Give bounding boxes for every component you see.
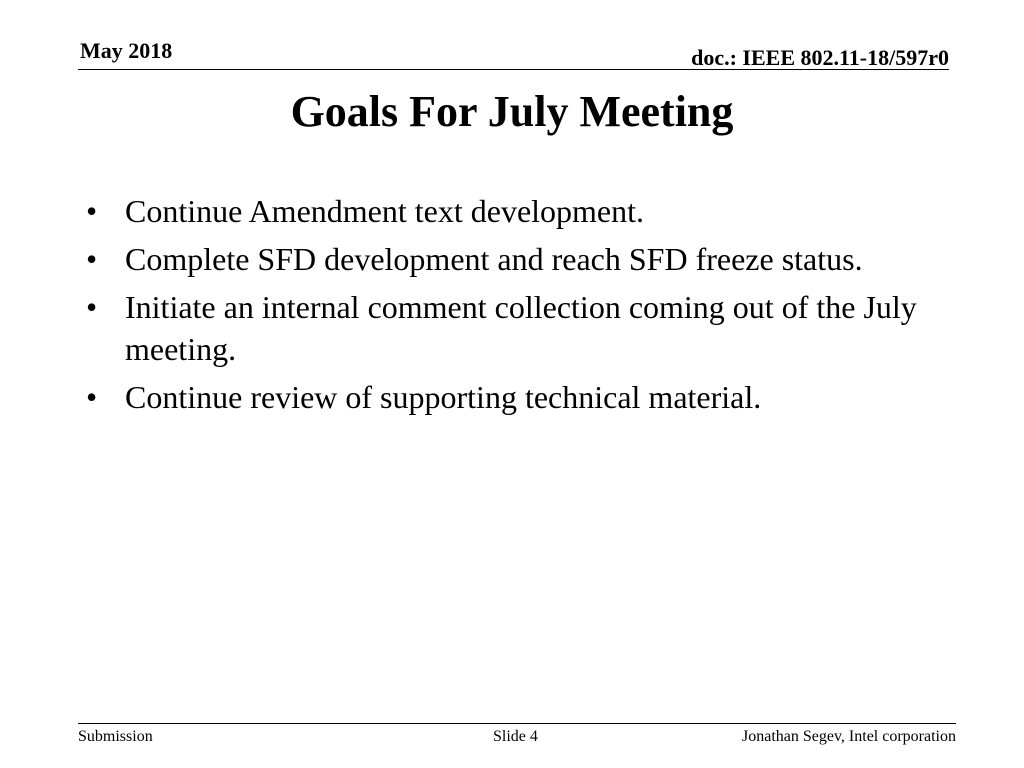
header-date: May 2018 xyxy=(80,38,173,63)
bullet-text: Continue review of supporting technical material. xyxy=(125,379,762,415)
header-doc-id: doc.: IEEE 802.11-18/597r0 xyxy=(691,45,949,70)
bullet-icon: • xyxy=(86,193,98,229)
bullet-item xyxy=(86,238,946,280)
footer-divider xyxy=(78,723,956,724)
slide-title: Goals For July Meeting xyxy=(290,87,734,136)
bullet-icon: • xyxy=(86,379,98,415)
bullet-item xyxy=(86,376,946,418)
footer-slide-number: Slide 4 xyxy=(493,728,538,745)
bullet-text: Initiate an internal comment collection coming out of the July meeting. xyxy=(125,289,917,367)
bullet-item xyxy=(86,190,946,232)
bullet-icon: • xyxy=(86,289,98,325)
bullet-text: Complete SFD development and reach SFD freeze status. xyxy=(125,241,863,277)
bullet-list xyxy=(86,190,946,424)
bullet-text: Continue Amendment text development. xyxy=(125,193,645,229)
footer-submission: Submission xyxy=(78,728,153,745)
bullet-item xyxy=(86,286,946,370)
header-divider xyxy=(78,69,949,70)
footer-author: Jonathan Segev, Intel corporation xyxy=(741,728,956,745)
bullet-icon: • xyxy=(86,241,98,277)
